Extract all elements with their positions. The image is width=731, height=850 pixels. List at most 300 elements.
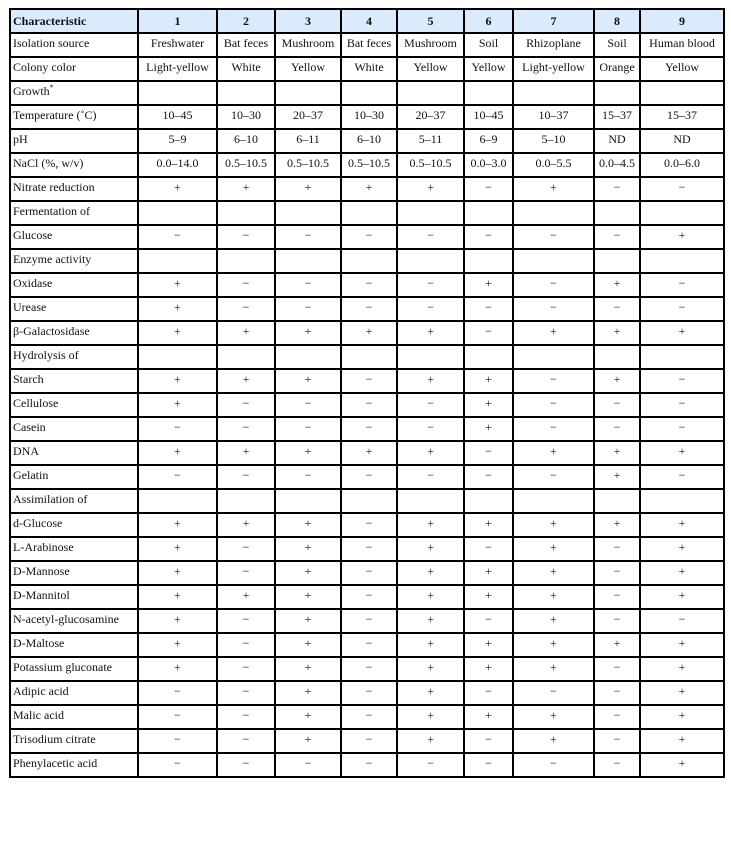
value-cell: Mushroom <box>275 33 341 57</box>
value-cell <box>138 489 217 513</box>
row-label: Temperature (˚C) <box>13 108 97 122</box>
value-cell: + <box>275 657 341 681</box>
column-header-strain: 2 <box>217 9 275 33</box>
value-cell: − <box>217 753 275 777</box>
value-cell <box>513 201 594 225</box>
row-label-cell <box>10 249 138 273</box>
value-cell: + <box>464 369 513 393</box>
table-row <box>10 585 724 609</box>
value-cell: − <box>217 225 275 249</box>
table-row <box>10 201 724 225</box>
value-cell: − <box>341 225 397 249</box>
value-cell <box>275 81 341 105</box>
value-cell: ND <box>594 129 640 153</box>
value-cell: + <box>594 321 640 345</box>
row-label-cell <box>10 729 138 753</box>
value-cell <box>275 345 341 369</box>
value-cell: + <box>275 681 341 705</box>
value-cell: − <box>464 465 513 489</box>
value-cell: − <box>464 537 513 561</box>
table-row <box>10 345 724 369</box>
value-cell: 0.5–10.5 <box>275 153 341 177</box>
table-row <box>10 681 724 705</box>
value-cell: − <box>275 753 341 777</box>
row-label: Glucose <box>13 228 53 242</box>
value-cell <box>464 489 513 513</box>
value-cell: + <box>138 321 217 345</box>
value-cell: 10–30 <box>217 105 275 129</box>
value-cell: + <box>275 585 341 609</box>
table-row <box>10 297 724 321</box>
value-cell: + <box>594 369 640 393</box>
value-cell <box>513 345 594 369</box>
value-cell <box>397 345 464 369</box>
value-cell: + <box>640 705 724 729</box>
value-cell <box>397 249 464 273</box>
value-cell: + <box>341 321 397 345</box>
value-cell: − <box>464 321 513 345</box>
column-header-strain: 7 <box>513 9 594 33</box>
value-cell: − <box>275 417 341 441</box>
value-cell: − <box>217 465 275 489</box>
column-header-strain: 9 <box>640 9 724 33</box>
table-row <box>10 633 724 657</box>
value-cell: 5–11 <box>397 129 464 153</box>
value-cell <box>341 249 397 273</box>
value-cell <box>464 201 513 225</box>
table-row <box>10 753 724 777</box>
value-cell: − <box>138 681 217 705</box>
value-cell <box>217 81 275 105</box>
value-cell: 10–30 <box>341 105 397 129</box>
value-cell: − <box>217 705 275 729</box>
value-cell: + <box>275 561 341 585</box>
value-cell: − <box>341 465 397 489</box>
value-cell: + <box>138 297 217 321</box>
table-row <box>10 609 724 633</box>
value-cell: − <box>594 681 640 705</box>
value-cell: − <box>594 393 640 417</box>
row-label: Cellulose <box>13 396 59 410</box>
value-cell: 0.5–10.5 <box>217 153 275 177</box>
value-cell: Human blood <box>640 33 724 57</box>
value-cell: − <box>640 465 724 489</box>
value-cell: − <box>217 273 275 297</box>
header-row <box>10 9 724 33</box>
row-label-cell <box>10 129 138 153</box>
value-cell <box>275 201 341 225</box>
value-cell: − <box>341 369 397 393</box>
row-label-cell <box>10 537 138 561</box>
row-label: Fermentation of <box>13 204 90 218</box>
row-label-cell <box>10 345 138 369</box>
value-cell: + <box>275 705 341 729</box>
table-row <box>10 33 724 57</box>
value-cell: + <box>275 369 341 393</box>
value-cell: + <box>594 465 640 489</box>
row-label-cell <box>10 513 138 537</box>
row-label: Starch <box>13 372 44 386</box>
row-label-cell <box>10 369 138 393</box>
value-cell: 0.0–3.0 <box>464 153 513 177</box>
value-cell: + <box>513 561 594 585</box>
column-header-strain: 3 <box>275 9 341 33</box>
value-cell: − <box>640 177 724 201</box>
value-cell: + <box>594 513 640 537</box>
value-cell: + <box>397 513 464 537</box>
row-label-cell <box>10 441 138 465</box>
value-cell: + <box>464 585 513 609</box>
row-label: NaCl (%, w/v) <box>13 156 84 170</box>
table-row <box>10 81 724 105</box>
value-cell: − <box>341 417 397 441</box>
value-cell <box>513 81 594 105</box>
table-row <box>10 537 724 561</box>
value-cell: − <box>341 561 397 585</box>
value-cell: White <box>217 57 275 81</box>
value-cell: − <box>464 729 513 753</box>
row-label-cell <box>10 153 138 177</box>
value-cell: − <box>341 657 397 681</box>
value-cell <box>513 249 594 273</box>
value-cell: + <box>217 441 275 465</box>
value-cell: − <box>640 393 724 417</box>
value-cell <box>640 489 724 513</box>
row-label-cell <box>10 633 138 657</box>
value-cell: 6–10 <box>341 129 397 153</box>
value-cell: + <box>397 369 464 393</box>
value-cell: 10–37 <box>513 105 594 129</box>
value-cell: + <box>138 537 217 561</box>
row-label: Potassium gluconate <box>13 660 112 674</box>
value-cell <box>594 201 640 225</box>
value-cell: + <box>640 537 724 561</box>
value-cell: − <box>397 297 464 321</box>
value-cell: 6–11 <box>275 129 341 153</box>
value-cell: − <box>397 417 464 441</box>
value-cell: 5–10 <box>513 129 594 153</box>
row-label: N-acetyl-glucosamine <box>13 612 119 626</box>
value-cell: + <box>275 321 341 345</box>
row-label-cell <box>10 105 138 129</box>
value-cell: + <box>217 369 275 393</box>
value-cell: + <box>640 681 724 705</box>
value-cell: + <box>594 273 640 297</box>
value-cell: + <box>397 633 464 657</box>
value-cell: − <box>513 297 594 321</box>
value-cell: + <box>138 393 217 417</box>
value-cell: − <box>594 177 640 201</box>
value-cell: + <box>138 513 217 537</box>
value-cell: + <box>275 513 341 537</box>
value-cell: + <box>464 513 513 537</box>
value-cell <box>397 81 464 105</box>
value-cell: + <box>640 633 724 657</box>
row-label-cell <box>10 177 138 201</box>
value-cell: + <box>138 561 217 585</box>
row-label: L-Arabinose <box>13 540 74 554</box>
value-cell <box>594 345 640 369</box>
value-cell <box>464 81 513 105</box>
value-cell: + <box>275 633 341 657</box>
table-row <box>10 441 724 465</box>
row-label: D-Maltose <box>13 636 65 650</box>
value-cell: 20–37 <box>397 105 464 129</box>
value-cell: − <box>341 729 397 753</box>
row-label-cell <box>10 57 138 81</box>
value-cell: − <box>341 585 397 609</box>
value-cell: + <box>341 177 397 201</box>
value-cell: − <box>594 729 640 753</box>
value-cell <box>640 201 724 225</box>
value-cell: + <box>138 369 217 393</box>
value-cell: − <box>640 609 724 633</box>
value-cell: + <box>464 393 513 417</box>
value-cell: White <box>341 57 397 81</box>
value-cell: Yellow <box>464 57 513 81</box>
value-cell: 6–9 <box>464 129 513 153</box>
value-cell <box>341 81 397 105</box>
value-cell: − <box>513 753 594 777</box>
table-row <box>10 369 724 393</box>
value-cell: + <box>138 441 217 465</box>
row-label-cell <box>10 297 138 321</box>
value-cell: − <box>217 609 275 633</box>
value-cell: − <box>594 753 640 777</box>
value-cell: − <box>594 705 640 729</box>
value-cell: + <box>275 609 341 633</box>
value-cell <box>138 81 217 105</box>
value-cell: + <box>397 321 464 345</box>
value-cell: + <box>275 441 341 465</box>
value-cell: + <box>464 705 513 729</box>
value-cell: + <box>397 585 464 609</box>
value-cell: − <box>341 681 397 705</box>
value-cell: + <box>464 633 513 657</box>
value-cell: + <box>397 705 464 729</box>
value-cell: 0.5–10.5 <box>341 153 397 177</box>
column-header-strain: 8 <box>594 9 640 33</box>
value-cell: − <box>341 753 397 777</box>
value-cell: − <box>217 417 275 441</box>
value-cell: + <box>513 537 594 561</box>
value-cell: Yellow <box>275 57 341 81</box>
value-cell: + <box>397 561 464 585</box>
value-cell: − <box>275 273 341 297</box>
value-cell: + <box>341 441 397 465</box>
value-cell: 0.0–14.0 <box>138 153 217 177</box>
value-cell: + <box>138 585 217 609</box>
value-cell: − <box>341 537 397 561</box>
value-cell: + <box>397 657 464 681</box>
row-label-cell <box>10 33 138 57</box>
value-cell: + <box>640 441 724 465</box>
value-cell: − <box>397 225 464 249</box>
value-cell: − <box>341 393 397 417</box>
value-cell: 15–37 <box>594 105 640 129</box>
value-cell: − <box>138 417 217 441</box>
value-cell <box>217 249 275 273</box>
value-cell: 5–9 <box>138 129 217 153</box>
row-label-cell <box>10 225 138 249</box>
row-label: Hydrolysis of <box>13 348 79 362</box>
row-label: Oxidase <box>13 276 53 290</box>
value-cell: − <box>138 225 217 249</box>
table-row <box>10 417 724 441</box>
value-cell: 20–37 <box>275 105 341 129</box>
value-cell: − <box>464 753 513 777</box>
footnote-marker: * <box>49 83 54 92</box>
value-cell: − <box>513 369 594 393</box>
value-cell: + <box>513 441 594 465</box>
table-row <box>10 465 724 489</box>
row-label: Phenylacetic acid <box>13 756 98 770</box>
value-cell: − <box>341 297 397 321</box>
value-cell <box>397 489 464 513</box>
table-row <box>10 129 724 153</box>
row-label-cell <box>10 561 138 585</box>
value-cell: − <box>138 465 217 489</box>
row-label-cell <box>10 489 138 513</box>
value-cell: + <box>397 729 464 753</box>
value-cell: − <box>138 729 217 753</box>
value-cell: − <box>513 417 594 441</box>
value-cell: − <box>513 681 594 705</box>
value-cell: Yellow <box>640 57 724 81</box>
row-label: Assimilation of <box>13 492 88 506</box>
value-cell: − <box>594 657 640 681</box>
value-cell: − <box>464 681 513 705</box>
value-cell: − <box>464 609 513 633</box>
value-cell: + <box>594 633 640 657</box>
value-cell: − <box>341 513 397 537</box>
value-cell: − <box>640 297 724 321</box>
row-label: β-Galactosidase <box>13 324 90 338</box>
value-cell: Freshwater <box>138 33 217 57</box>
table-row <box>10 177 724 201</box>
value-cell: + <box>640 321 724 345</box>
value-cell: 15–37 <box>640 105 724 129</box>
value-cell: 0.0–5.5 <box>513 153 594 177</box>
column-header-strain: 4 <box>341 9 397 33</box>
value-cell: − <box>594 585 640 609</box>
row-label-cell <box>10 201 138 225</box>
value-cell <box>464 249 513 273</box>
value-cell: + <box>464 273 513 297</box>
value-cell: − <box>640 417 724 441</box>
row-label-cell <box>10 465 138 489</box>
value-cell: + <box>217 321 275 345</box>
value-cell: + <box>513 633 594 657</box>
value-cell: − <box>217 657 275 681</box>
value-cell: Light-yellow <box>138 57 217 81</box>
value-cell: − <box>594 609 640 633</box>
table-row <box>10 273 724 297</box>
value-cell: − <box>513 465 594 489</box>
value-cell: − <box>464 297 513 321</box>
value-cell: + <box>464 657 513 681</box>
table-body <box>10 33 724 777</box>
value-cell: + <box>138 273 217 297</box>
value-cell: + <box>513 705 594 729</box>
value-cell: ND <box>640 129 724 153</box>
value-cell: − <box>513 225 594 249</box>
column-header-strain: 5 <box>397 9 464 33</box>
value-cell: Bat feces <box>341 33 397 57</box>
value-cell: 0.0–4.5 <box>594 153 640 177</box>
table-row <box>10 57 724 81</box>
value-cell: − <box>217 297 275 321</box>
value-cell: − <box>217 633 275 657</box>
value-cell: − <box>341 609 397 633</box>
value-cell: − <box>640 369 724 393</box>
value-cell: + <box>513 609 594 633</box>
table-row <box>10 393 724 417</box>
value-cell: + <box>513 585 594 609</box>
row-label-cell <box>10 705 138 729</box>
value-cell: + <box>275 177 341 201</box>
value-cell <box>341 489 397 513</box>
value-cell <box>594 489 640 513</box>
row-label-cell <box>10 417 138 441</box>
value-cell: − <box>594 537 640 561</box>
table-row <box>10 513 724 537</box>
value-cell <box>217 201 275 225</box>
row-label: Casein <box>13 420 46 434</box>
value-cell: − <box>397 753 464 777</box>
row-label: Nitrate reduction <box>13 180 95 194</box>
value-cell: + <box>640 753 724 777</box>
row-label: Urease <box>13 300 47 314</box>
value-cell <box>464 345 513 369</box>
value-cell: + <box>513 729 594 753</box>
value-cell: 0.0–6.0 <box>640 153 724 177</box>
value-cell: + <box>464 417 513 441</box>
value-cell: − <box>275 465 341 489</box>
value-cell: 10–45 <box>464 105 513 129</box>
value-cell: − <box>594 561 640 585</box>
value-cell: Rhizoplane <box>513 33 594 57</box>
value-cell <box>513 489 594 513</box>
value-cell: Light-yellow <box>513 57 594 81</box>
row-label-cell <box>10 321 138 345</box>
characteristics-table <box>9 8 725 778</box>
value-cell: − <box>594 417 640 441</box>
value-cell: − <box>594 225 640 249</box>
value-cell: − <box>275 393 341 417</box>
value-cell <box>217 345 275 369</box>
row-label: Adipic acid <box>13 684 69 698</box>
value-cell: − <box>217 729 275 753</box>
value-cell: + <box>397 609 464 633</box>
table-row <box>10 225 724 249</box>
row-label: Colony color <box>13 60 76 74</box>
row-label: Trisodium citrate <box>13 732 96 746</box>
value-cell <box>594 81 640 105</box>
value-cell: + <box>640 225 724 249</box>
value-cell: − <box>594 297 640 321</box>
value-cell: − <box>138 705 217 729</box>
value-cell: + <box>513 657 594 681</box>
value-cell <box>138 345 217 369</box>
value-cell: + <box>640 561 724 585</box>
value-cell <box>275 489 341 513</box>
value-cell: + <box>397 681 464 705</box>
value-cell: − <box>217 537 275 561</box>
value-cell: − <box>464 177 513 201</box>
value-cell: + <box>275 537 341 561</box>
value-cell: − <box>397 465 464 489</box>
